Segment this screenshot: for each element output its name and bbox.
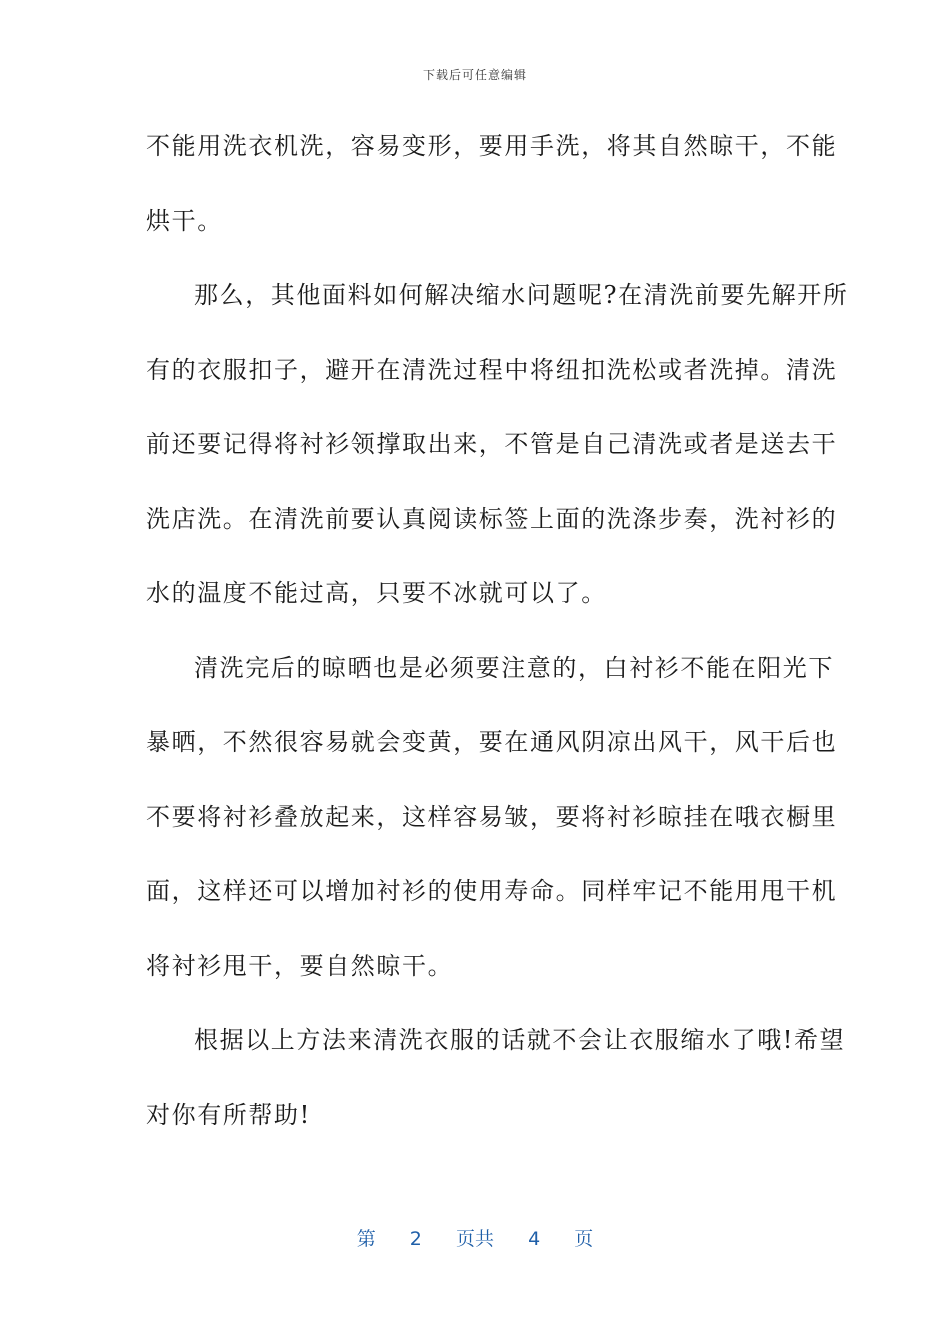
header-note: 下载后可任意编辑 — [422, 68, 527, 82]
document-body — [146, 122, 849, 1165]
body-line-13: 根据以上方法来清洗衣服的话就不会让衣服缩水了哦!希望 — [194, 1026, 846, 1054]
body-line-5: 前还要记得将衬衫领撑取出来，不管是自己清洗或者是送去干 — [146, 430, 838, 458]
body-line-12: 将衬衫甩干，要自然晾干。 — [146, 951, 454, 980]
page-footer — [0, 1224, 950, 1251]
footer-end-label: 页 — [574, 1228, 594, 1250]
footer-of-label: 页共 — [455, 1228, 494, 1250]
footer-page-label: 第 — [356, 1228, 376, 1250]
body-line-1: 不能用洗衣机洗，容易变形，要用手洗，将其自然晾干，不能 — [146, 132, 838, 160]
body-line-14: 对你有所帮助! — [146, 1100, 311, 1129]
body-line-9: 暴晒，不然很容易就会变黄，要在通风阴凉出风干，风干后也 — [146, 728, 838, 756]
footer-total-pages: 4 — [528, 1228, 541, 1250]
footer-current-page: 2 — [409, 1228, 422, 1250]
body-line-6: 洗店洗。在清洗前要认真阅读标签上面的洗涤步奏，洗衬衫的 — [146, 504, 838, 533]
body-line-4: 有的衣服扣子，避开在清洗过程中将纽扣洗松或者洗掉。清洗 — [146, 355, 838, 384]
body-line-2: 烘干。 — [146, 206, 223, 235]
body-line-10: 不要将衬衫叠放起来，这样容易皱，要将衬衫晾挂在哦衣橱里 — [146, 802, 838, 831]
body-line-11: 面，这样还可以增加衬衫的使用寿命。同样牢记不能用甩干机 — [146, 877, 838, 905]
body-line-8: 清洗完后的晾晒也是必须要注意的，白衬衫不能在阳光下 — [194, 653, 834, 682]
body-line-3: 那么，其他面料如何解决缩水问题呢?在清洗前要先解开所 — [194, 281, 849, 309]
body-line-7: 水的温度不能过高，只要不冰就可以了。 — [146, 579, 607, 607]
